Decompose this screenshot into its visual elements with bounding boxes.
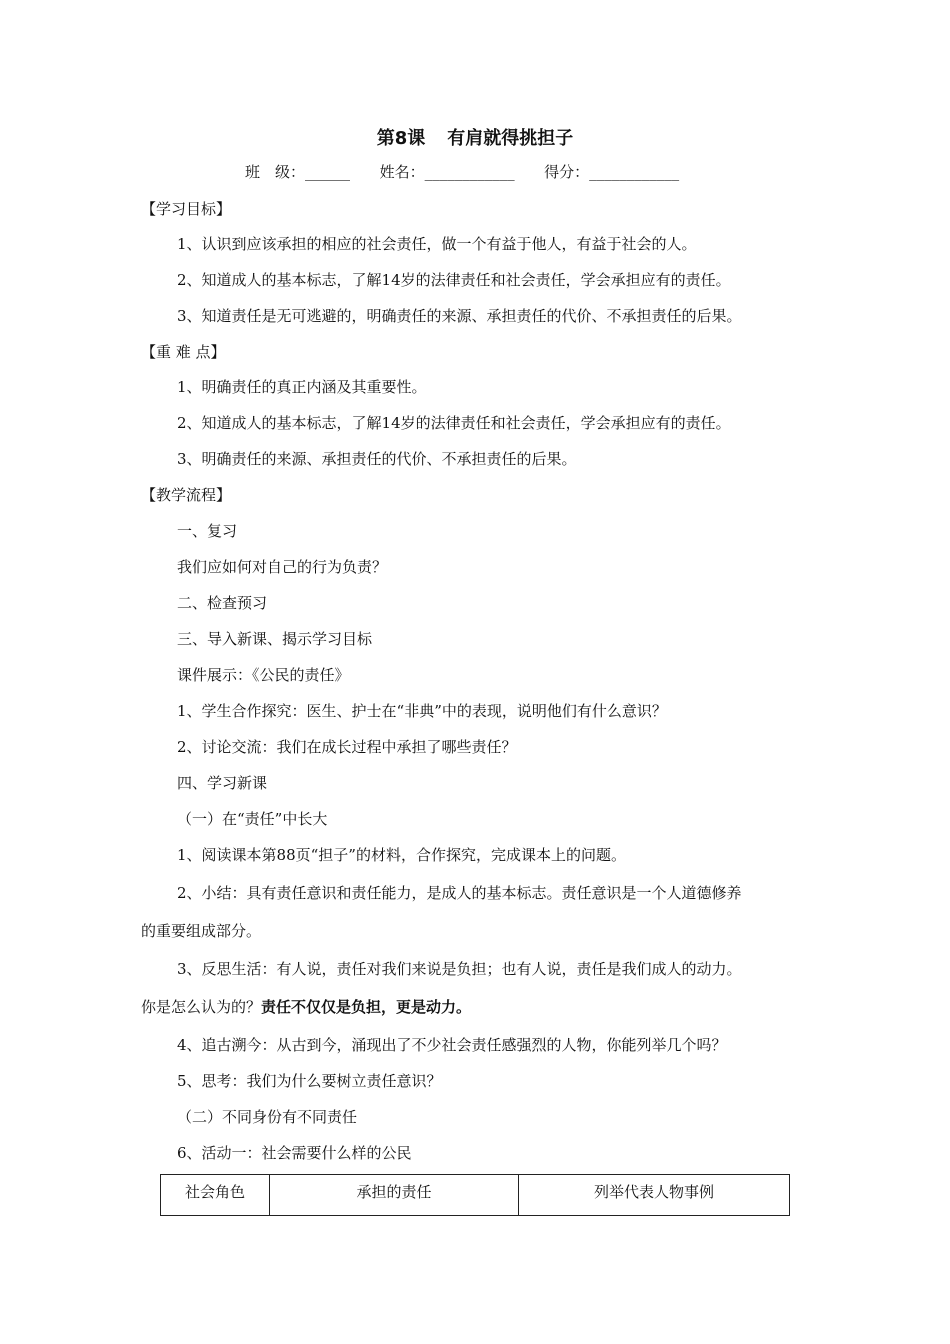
- intro-item: 2、讨论交流：我们在成长过程中承担了哪些责任？: [177, 738, 517, 756]
- student-info-row: [245, 161, 679, 182]
- name-field[interactable]: ____________: [424, 163, 515, 181]
- lesson-item: 1、阅读课本第88页“担子”的材料，合作探究，完成课本上的问题。: [177, 846, 626, 864]
- process-heading: 【教学流程】: [141, 486, 232, 504]
- key-points-heading: 【重 难 点】: [141, 343, 226, 361]
- subsection-heading: （一）在“责任”中长大: [177, 810, 328, 828]
- document-title: [0, 124, 950, 150]
- lesson-number: 第8课: [376, 128, 426, 149]
- section-check: 二、检查预习: [177, 594, 268, 612]
- lesson-title: 有肩就得挑担子: [447, 128, 574, 149]
- lesson-item: 4、追古溯今：从古到今，涌现出了不少社会责任感强烈的人物，你能列举几个吗？: [177, 1036, 727, 1054]
- objective-item: 2、知道成人的基本标志，了解14岁的法律责任和社会责任，学会承担应有的责任。: [177, 271, 731, 289]
- lesson-item-continued: 的重要组成部分。: [141, 922, 262, 940]
- bold-answer: 责任不仅仅是负担，更是动力。: [261, 998, 472, 1016]
- objectives-heading: 【学习目标】: [141, 200, 232, 218]
- lesson-item: 6、活动一：社会需要什么样的公民: [177, 1144, 412, 1162]
- section-review: 一、复习: [177, 522, 238, 540]
- table-header-cell: 承担的责任: [270, 1175, 519, 1216]
- lesson-item: 2、小结：具有责任意识和责任能力，是成人的基本标志。责任意识是一个人道德修养: [177, 884, 742, 902]
- intro-item: 1、学生合作探究：医生、护士在“非典”中的表现，说明他们有什么意识？: [177, 702, 667, 720]
- class-label: 班 级：: [245, 163, 306, 181]
- objective-item: 3、知道责任是无可逃避的，明确责任的来源、承担责任的代价、不承担责任的后果。: [177, 307, 742, 325]
- courseware-line: 课件展示：《公民的责任》: [177, 666, 350, 684]
- section-new: 四、学习新课: [177, 774, 268, 792]
- class-field[interactable]: ______: [305, 163, 351, 181]
- review-question: 我们应如何对自己的行为负责？: [177, 558, 388, 576]
- subsection-heading: （二）不同身份有不同责任: [177, 1108, 358, 1126]
- score-label: 得分：: [544, 163, 590, 181]
- score-field[interactable]: ____________: [589, 163, 680, 181]
- lesson-item-continued: [141, 997, 471, 1017]
- table-header-row: [161, 1175, 790, 1216]
- key-point-item: 1、明确责任的真正内涵及其重要性。: [177, 378, 427, 396]
- table-header-cell: 列举代表人物事例: [519, 1175, 790, 1216]
- key-point-item: 3、明确责任的来源、承担责任的代价、不承担责任的后果。: [177, 450, 577, 468]
- roles-table: [160, 1174, 790, 1216]
- key-point-item: 2、知道成人的基本标志，了解14岁的法律责任和社会责任，学会承担应有的责任。: [177, 414, 731, 432]
- lesson-item: 3、反思生活：有人说，责任对我们来说是负担；也有人说，责任是我们成人的动力。: [177, 960, 742, 978]
- question-text: 你是怎么认为的？: [141, 998, 262, 1016]
- name-label: 姓名：: [379, 163, 425, 181]
- objective-item: 1、认识到应该承担的相应的社会责任，做一个有益于他人，有益于社会的人。: [177, 235, 697, 253]
- lesson-item: 5、思考：我们为什么要树立责任意识？: [177, 1072, 442, 1090]
- table-header-cell: 社会角色: [161, 1175, 270, 1216]
- section-intro: 三、导入新课、揭示学习目标: [177, 630, 373, 648]
